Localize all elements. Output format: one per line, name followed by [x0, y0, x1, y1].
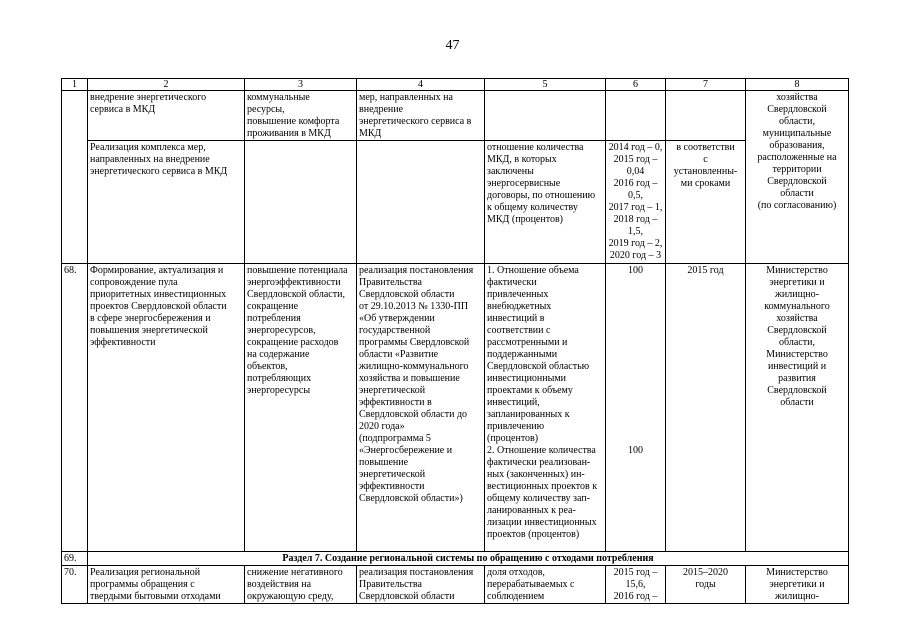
table-cell [245, 141, 357, 264]
table-cell: повышение потенциала энергоэффективности Свердловской области, сокращение потребления энергоресурсов, сокращение расходов на содержание объектов, потребляющих энергоресурсы [245, 264, 357, 552]
table-row [62, 91, 849, 141]
table-row [62, 141, 849, 264]
table-cell: Формирование, актуализация и сопровождение пула приоритетных инвестиционных проектов Свердловской области в сфере энергосбережения и повышения энергетической эффективности [88, 264, 245, 552]
table-cell: мер, направленных на внедрение энергетического сервиса в МКД [357, 91, 485, 141]
table-cell: реализация постановления Правительства Свердловской области [357, 566, 485, 604]
table-cell: 1. Отношение объема фактически привлеченных внебюджетных инвестиций в соответствии с рассмотренными и поддержанными Свердловской областью инвестиционными проектами к объему инвестиций, запланированных к привлечению (процентов) 2. Отношение количества фактически реализован- ных (законченных) ин- вестиционных проектов к общему количеству зап- ланированных к реа- лизации инвестиционных проектов (процентов) [485, 264, 606, 552]
page-number: 47 [445, 38, 460, 53]
column-header: 1 [62, 79, 88, 91]
table-cell [62, 91, 88, 264]
table-cell: Министерство энергетики и жилищно- коммунального хозяйства Свердловской области, Министерство инвестиций и развития Свердловской области [746, 264, 849, 552]
table-cell: 2015 год [666, 264, 746, 552]
table-cell: 100 100 [606, 264, 666, 552]
measures-table [61, 78, 849, 604]
table-cell [606, 91, 666, 141]
table-row [62, 566, 849, 604]
table-cell: коммунальные ресурсы, повышение комфорта проживания в МКД [245, 91, 357, 141]
column-header: 7 [666, 79, 746, 91]
row-number: 68. [62, 264, 88, 552]
table-cell [666, 91, 746, 141]
section-title: Раздел 7. Создание региональной системы по обращению с отходами потребления [88, 552, 849, 566]
table-cell: Реализация региональной программы обращения с твердыми бытовыми отходами [88, 566, 245, 604]
table-header-row [62, 79, 849, 91]
table-row [62, 264, 849, 552]
table-cell: хозяйства Свердловской области, муниципальные образования, расположенные на территории Свердловской области (по согласованию) [746, 91, 849, 264]
table-cell [357, 141, 485, 264]
table-cell: 2015 год – 15,6, 2016 год – [606, 566, 666, 604]
table-cell: доля отходов, перерабатываемых с соблюдением [485, 566, 606, 604]
table-cell: реализация постановления Правительства Свердловской области от 29.10.2013 № 1330-ПП «Об утверждении государственной программы Свердловской области «Развитие жилищно-коммунального хозяйства и повышение энергетической эффективности в Свердловской области до 2020 года» (подпрограмма 5 «Энергосбережение и повышение энергетической эффективности Свердловской области») [357, 264, 485, 552]
column-header: 2 [88, 79, 245, 91]
table-cell: в соответстви с установленны- ми сроками [666, 141, 746, 264]
row-number: 70. [62, 566, 88, 604]
section-row [62, 552, 849, 566]
column-header: 4 [357, 79, 485, 91]
table-cell [485, 91, 606, 141]
column-header: 5 [485, 79, 606, 91]
table-cell: снижение негативного воздействия на окружающую среду, [245, 566, 357, 604]
table-cell: 2014 год – 0, 2015 год – 0,04 2016 год – 0,5, 2017 год – 1, 2018 год – 1,5, 2019 год – 2, 2020 год – 3 [606, 141, 666, 264]
row-number: 69. [62, 552, 88, 566]
column-header: 6 [606, 79, 666, 91]
table-cell: отношение количества МКД, в которых заключены энергосервисные договоры, по отношению к общему количеству МКД (процентов) [485, 141, 606, 264]
table-cell: 2015–2020 годы [666, 566, 746, 604]
table-cell: Министерство энергетики и жилищно- [746, 566, 849, 604]
column-header: 3 [245, 79, 357, 91]
column-header: 8 [746, 79, 849, 91]
table-cell: Реализация комплекса мер, направленных на внедрение энергетического сервиса в МКД [88, 141, 245, 264]
table-cell: внедрение энергетического сервиса в МКД [88, 91, 245, 141]
